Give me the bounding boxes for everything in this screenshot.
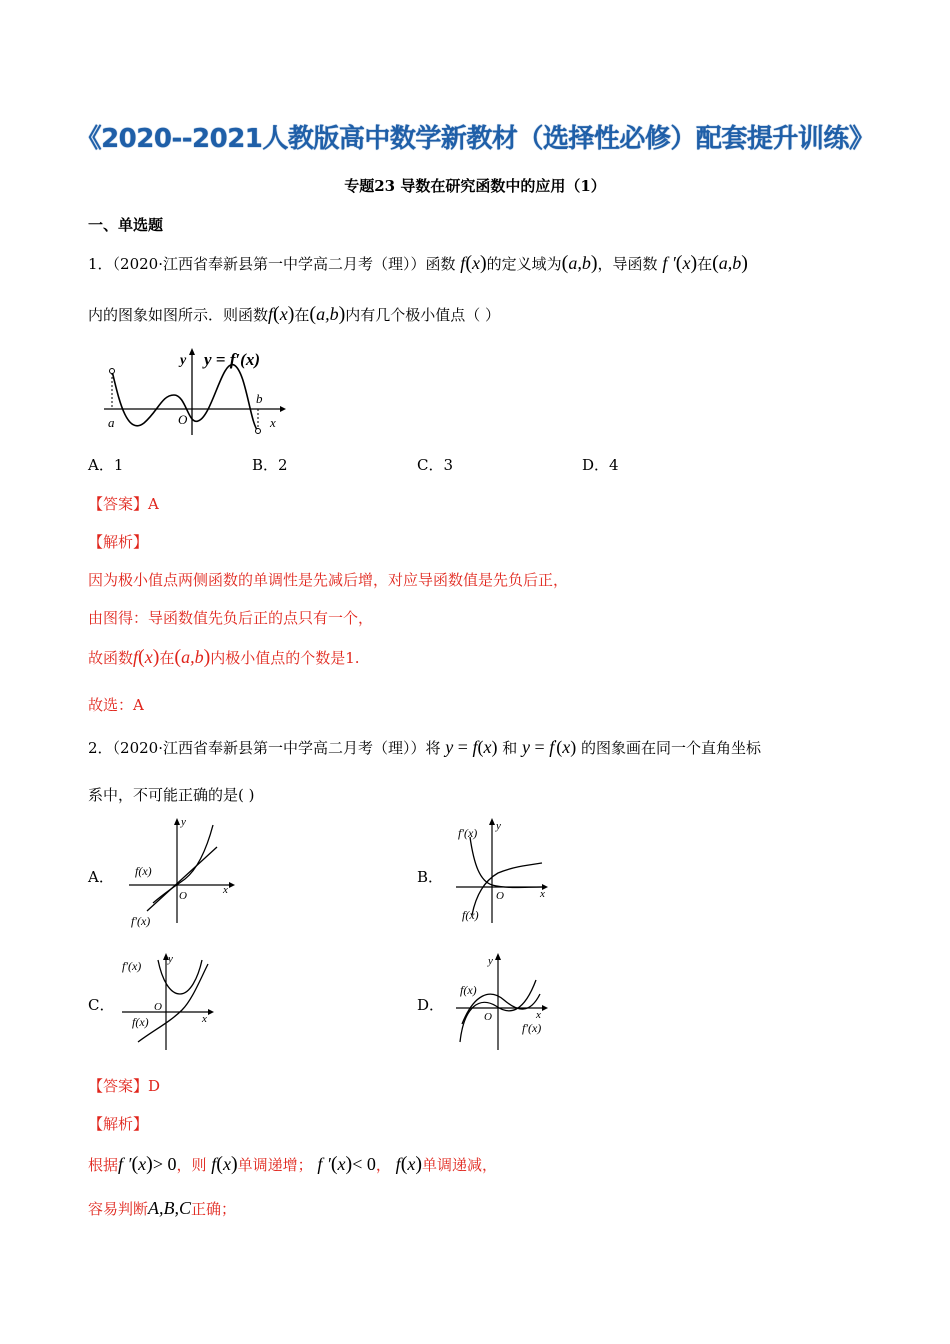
svg-text:O: O	[496, 890, 504, 902]
q1-analysis-line3: 故函数f(x)在(a,b)内极小值点的个数是1.	[88, 646, 360, 668]
svg-text:y: y	[168, 953, 173, 965]
q2-option-a-letter[interactable]: A．	[88, 868, 114, 886]
svg-text:y: y	[181, 816, 186, 828]
origin-label: O	[178, 412, 188, 427]
q1-analysis-line2: 由图得：导函数值先负后正的点只有一个，	[88, 609, 374, 627]
q1-answer: 【答案】A	[88, 495, 159, 513]
svg-text:O: O	[154, 1001, 162, 1013]
q2-option-c-graph	[118, 950, 228, 1055]
svg-text:y: y	[488, 955, 493, 967]
svg-text:x: x	[223, 884, 228, 896]
q2-option-d-letter[interactable]: D．	[417, 996, 445, 1014]
q1-stem-line1: 1．（2020·江西省奉新县第一中学高二月考（理））函数 f(x)的定义域为(a,b)，导函数 f ′(x)在(a,b)	[88, 252, 748, 274]
q2-analysis-line1: 根据f ′(x)> 0，则 f(x)单调递增； f ′(x)< 0， f(x)单调递减，	[88, 1153, 498, 1175]
graph-label: y = f′(x)	[204, 350, 260, 369]
q2-option-d-graph	[452, 950, 562, 1055]
q2-option-b-graph	[452, 815, 562, 930]
endpoint-b	[256, 429, 261, 434]
document-title: 《2020--2021人教版高中数学新教材（选择性必修）配套提升训练》	[75, 124, 875, 154]
point-b-label: b	[256, 391, 263, 406]
svg-text:f(x): f(x)	[462, 908, 479, 922]
topic-subtitle: 专题23 导数在研究函数中的应用（1）	[344, 177, 606, 195]
q1-option-a[interactable]: A．1	[88, 456, 124, 474]
q1-conclusion: 故选：A	[88, 696, 144, 714]
svg-text:f(x): f(x)	[135, 864, 152, 878]
svg-text:y: y	[496, 820, 501, 832]
endpoint-a	[110, 369, 115, 374]
svg-text:f′(x): f′(x)	[522, 1021, 542, 1035]
svg-text:f(x): f(x)	[460, 983, 477, 997]
section-heading: 一、单选题	[88, 216, 164, 234]
axis-y-label: y	[180, 353, 187, 368]
q2-stem-line2: 系中，不可能正确的是( )	[88, 786, 255, 804]
q1-option-d[interactable]: D．4	[582, 456, 619, 474]
q1-analysis-label: 【解析】	[88, 533, 149, 551]
svg-text:x: x	[536, 1009, 541, 1021]
q1-derivative-graph	[100, 345, 290, 440]
point-a-label: a	[108, 415, 115, 430]
svg-text:f′(x): f′(x)	[122, 959, 142, 973]
svg-text:x: x	[540, 888, 545, 900]
svg-text:f′(x): f′(x)	[131, 914, 151, 928]
svg-text:O: O	[179, 890, 187, 902]
svg-text:O: O	[484, 1011, 492, 1023]
q2-stem-line1: 2．（2020·江西省奉新县第一中学高二月考（理））将 y = f(x) 和 y = f'(x) 的图象画在同一个直角坐标	[88, 737, 761, 757]
svg-text:f(x): f(x)	[132, 1015, 149, 1029]
q2-analysis-line2: 容易判断A,B,C正确；	[88, 1198, 237, 1218]
axis-x-label: x	[270, 415, 276, 430]
q1-stem-line2: 内的图象如图所示．则函数f(x)在(a,b)内有几个极小值点（ ）	[88, 303, 501, 325]
q1-analysis-line1: 因为极小值点两侧函数的单调性是先减后增，对应导函数值是先负后正，	[88, 571, 569, 589]
q2-answer: 【答案】D	[88, 1077, 161, 1095]
q1-option-b[interactable]: B．2	[252, 456, 288, 474]
q1-option-c[interactable]: C．3	[417, 456, 454, 474]
q2-option-b-letter[interactable]: B．	[417, 868, 444, 886]
svg-text:x: x	[202, 1013, 207, 1025]
q2-option-c-letter[interactable]: C．	[88, 996, 115, 1014]
q2-analysis-label: 【解析】	[88, 1115, 149, 1133]
svg-text:f′(x): f′(x)	[458, 826, 478, 840]
q2-option-a-graph	[125, 815, 240, 930]
